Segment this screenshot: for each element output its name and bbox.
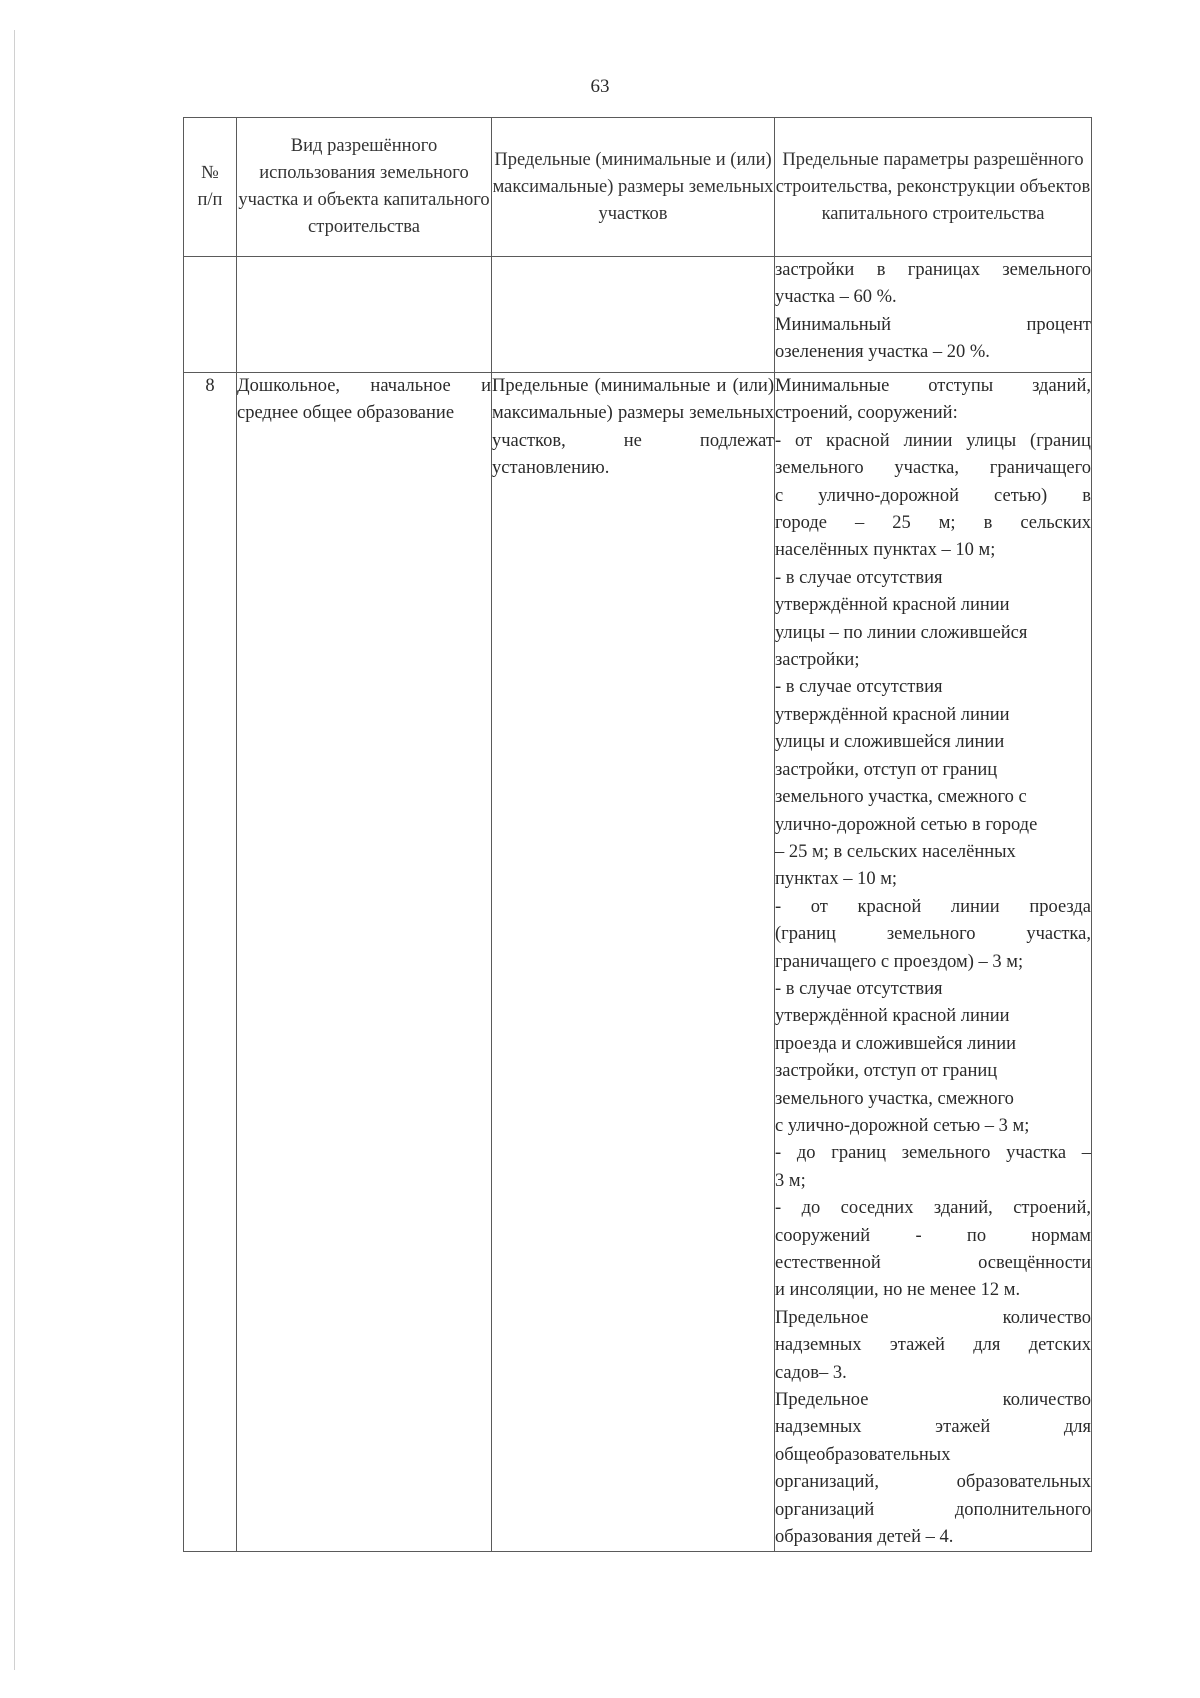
cell-use-type: Дошкольное, начальное и среднее общее образование — [237, 373, 492, 1552]
params-line: 3 м; — [775, 1170, 806, 1191]
params-line: улицы – по линии сложившейся — [775, 622, 1028, 643]
params-line: - до границ земельного участка – — [775, 1143, 1091, 1164]
params-line: Предельное количество — [775, 1307, 1091, 1328]
params-line: строений, сооружений: — [775, 403, 958, 424]
params-line: образования детей – 4. — [775, 1527, 954, 1548]
params-line: Минимальные отступы зданий, — [775, 376, 1091, 396]
params-line: и инсоляции, но не менее 12 м. — [775, 1280, 1021, 1301]
header-plot-sizes: Предельные (минимальные и (или) максимальные) размеры земельных участков — [492, 118, 775, 257]
params-line: надземных этажей для детских — [775, 1335, 1091, 1356]
cell-plot-sizes-empty — [492, 257, 775, 373]
cell-row-number: 8 — [184, 373, 237, 1552]
header-build-params: Предельные параметры разрешённого строительства, реконструкции объектов капитального строительства — [775, 118, 1092, 257]
params-line: садов– 3. — [775, 1362, 847, 1383]
params-line: - от красной линии улицы (границ — [775, 430, 1091, 451]
params-line: утверждённой красной линии — [775, 704, 1010, 725]
table-header-row — [184, 118, 1092, 257]
params-line: с улично-дорожной сетью – 3 м; — [775, 1115, 1030, 1136]
params-line: (границ земельного участка, — [775, 924, 1091, 945]
params-line: – 25 м; в сельских населённых — [775, 841, 1016, 862]
header-use-type: Вид разрешённого использования земельного участка и объекта капитального строительства — [237, 118, 492, 257]
params-line: населённых пунктах – 10 м; — [775, 540, 996, 561]
params-line: застройки, отступ от границ — [775, 759, 998, 780]
params-line: надземных этажей для — [775, 1417, 1091, 1438]
params-line: - в случае отсутствия — [775, 677, 943, 698]
params-line: улично-дорожной сетью в городе — [775, 814, 1038, 835]
params-line: земельного участка, граничащего — [775, 458, 1091, 479]
cell-plot-sizes: Предельные (минимальные и (или) максимальные) размеры земельных участков, не подлежат установлению. — [492, 373, 775, 1552]
cell-use-type-empty — [237, 257, 492, 373]
params-line: участка – 60 %. — [775, 287, 897, 308]
params-line: утверждённой красной линии — [775, 595, 1010, 616]
cell-number-empty — [184, 257, 237, 373]
params-line: Предельное количество — [775, 1390, 1091, 1411]
params-line: озеленения участка – 20 %. — [775, 342, 990, 363]
page-number: 63 — [590, 76, 610, 97]
params-line: застройки; — [775, 650, 860, 671]
params-line: проезда и сложившейся линии — [775, 1033, 1016, 1054]
params-line: граничащего с проездом) – 3 м; — [775, 951, 1024, 972]
cell-build-params — [775, 373, 1092, 1552]
params-line: - до соседних зданий, строений, — [775, 1198, 1091, 1219]
params-line: земельного участка, смежного с — [775, 787, 1027, 808]
regulations-table — [183, 117, 1092, 1552]
params-line: естественной освещённости — [775, 1253, 1091, 1273]
params-line: городе – 25 м; в сельских — [775, 513, 1091, 534]
params-line: - в случае отсутствия — [775, 567, 943, 588]
table-row-8 — [184, 373, 1092, 1552]
scan-edge-line — [14, 30, 15, 1670]
params-line: организаций дополнительного — [775, 1499, 1091, 1520]
params-line: организаций, образовательных — [775, 1472, 1091, 1493]
params-line: - в случае отсутствия — [775, 978, 943, 999]
params-line: застройки, отступ от границ — [775, 1061, 998, 1082]
params-line: застройки в границах земельного — [775, 260, 1091, 280]
header-number: № п/п — [184, 118, 237, 257]
table-row-continuation — [184, 257, 1092, 373]
params-line: земельного участка, смежного — [775, 1088, 1014, 1109]
params-line: сооружений - по нормам — [775, 1225, 1091, 1246]
params-line: улицы и сложившейся линии — [775, 732, 1005, 753]
params-line: с улично-дорожной сетью) в — [775, 485, 1091, 506]
params-line: Минимальный процент — [775, 314, 1091, 335]
params-line: общеобразовательных — [775, 1444, 951, 1465]
params-line: - от красной линии проезда — [775, 896, 1091, 917]
params-line: утверждённой красной линии — [775, 1006, 1010, 1027]
cell-params-continuation — [775, 257, 1092, 373]
params-line: пунктах – 10 м; — [775, 869, 898, 890]
